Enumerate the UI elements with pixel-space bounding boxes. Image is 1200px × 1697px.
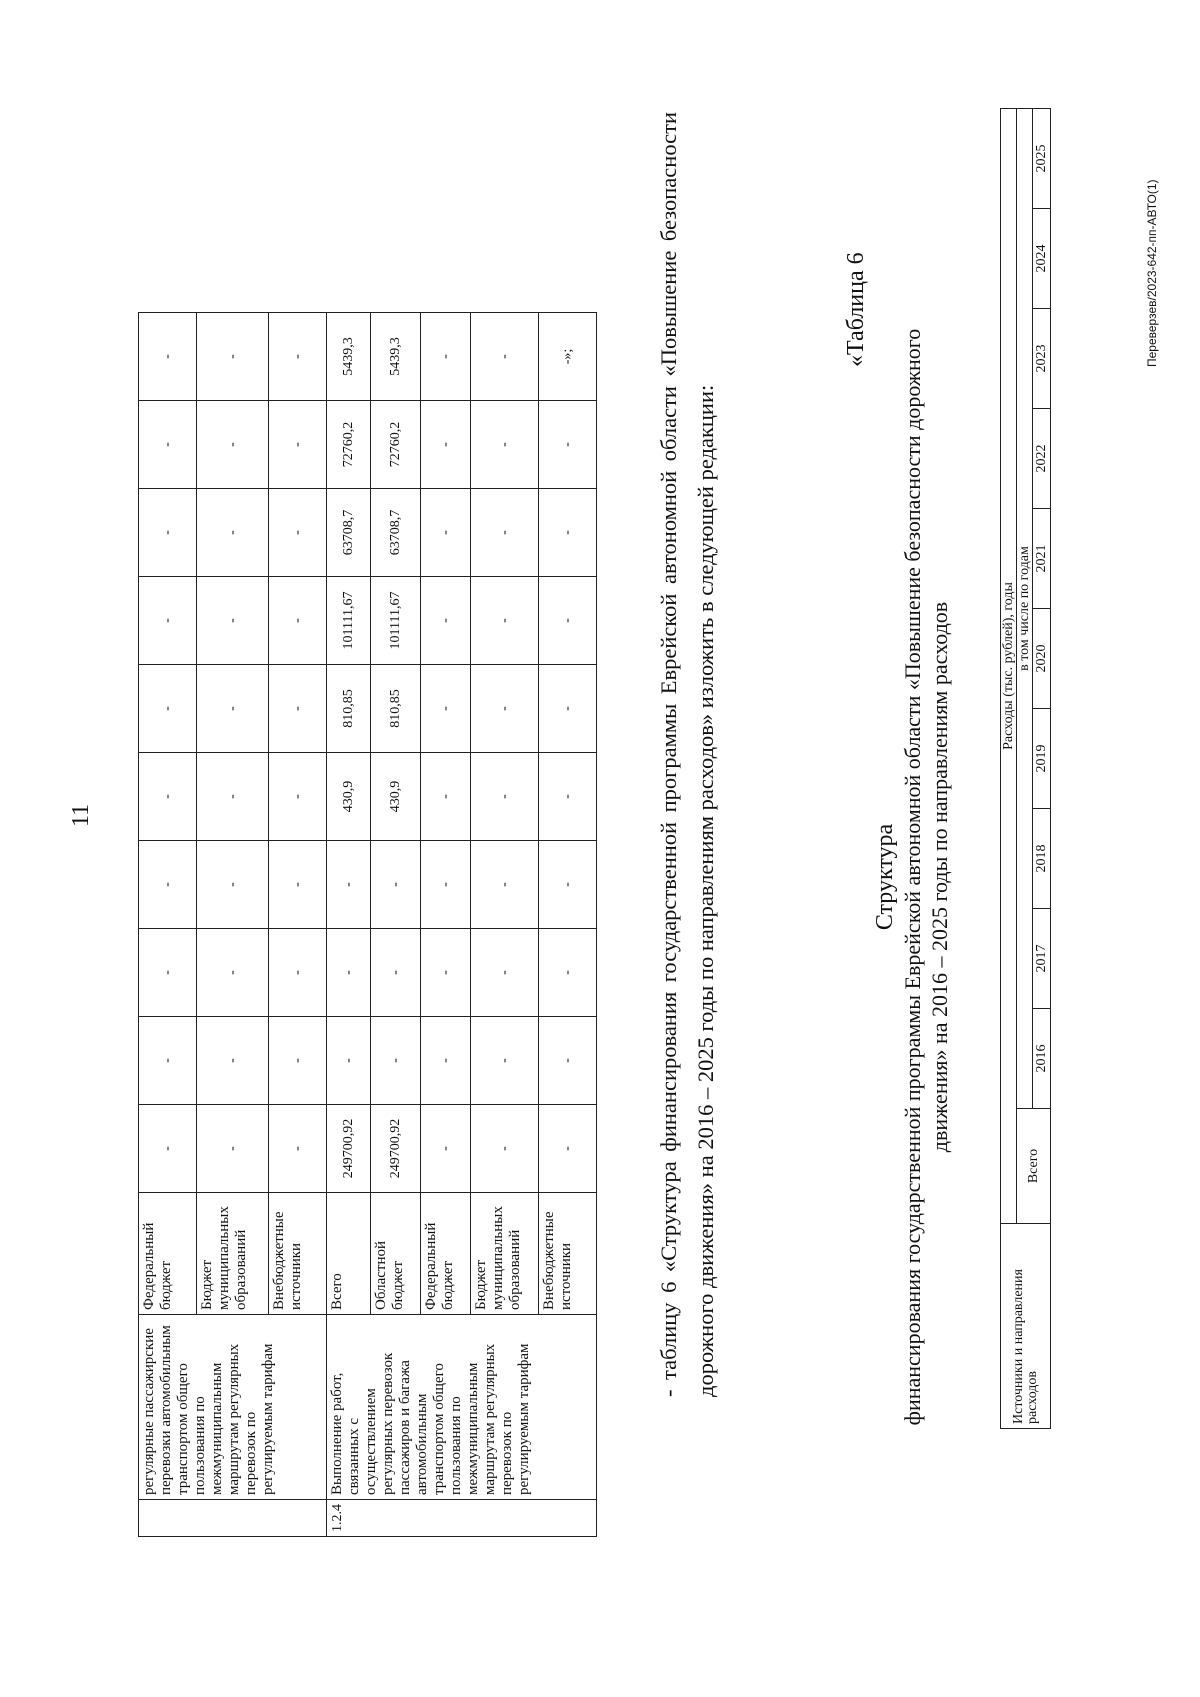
document-footer: Переверзев/2023-642-пп-АВТО(1): [1145, 179, 1159, 367]
amount-cell: -: [139, 929, 197, 1017]
amount-cell: -: [371, 929, 421, 1017]
amount-cell: 249700,92: [327, 1105, 371, 1193]
amount-cell: 430,9: [371, 753, 421, 841]
amount-cell: -: [471, 1017, 539, 1105]
item-name: Выполнение работ, связанных с осуществлением регулярных перевозок пассажиров и багажа автомобильным транспортом общего пользования по межмуниципальным маршрутам регулярных перевозок по регулируемым тарифам: [327, 1315, 597, 1500]
amount-cell: -: [421, 401, 471, 489]
amount-cell: 5439,3: [371, 313, 421, 401]
year-header: 2025: [1033, 109, 1051, 209]
amount-cell: 72760,2: [327, 401, 371, 489]
amount-cell: -: [197, 1105, 269, 1193]
funding-source: Внебюджетные источники: [269, 1193, 327, 1315]
amount-cell: 63708,7: [371, 489, 421, 577]
amount-cell: -: [197, 841, 269, 929]
amount-cell: -: [327, 841, 371, 929]
amount-cell: 101111,67: [371, 577, 421, 665]
amount-cell: -: [471, 401, 539, 489]
amount-cell: -: [327, 1017, 371, 1105]
amount-cell: -: [139, 1017, 197, 1105]
amount-cell: -: [197, 929, 269, 1017]
item-number: 1.2.4: [327, 1500, 597, 1537]
table-heading: [872, 327, 953, 1427]
amount-cell: -: [421, 313, 471, 401]
funding-source: Бюджет муниципальных образований: [197, 1193, 269, 1315]
funding-source: Внебюджетные источники: [539, 1193, 597, 1315]
amount-cell: -: [471, 929, 539, 1017]
amount-cell: 101111,67: [327, 577, 371, 665]
funding-source: Бюджет муниципальных образований: [471, 1193, 539, 1315]
amount-cell: -: [471, 313, 539, 401]
amount-cell: -: [269, 929, 327, 1017]
amount-cell: -: [471, 841, 539, 929]
amount-cell: -: [269, 1105, 327, 1193]
funding-source: Федеральный бюджет: [421, 1193, 471, 1315]
amount-cell: -: [539, 577, 597, 665]
funding-source: Областной бюджет: [371, 1193, 421, 1315]
amount-cell: -: [421, 489, 471, 577]
item-name: регулярные пассажирские перевозки автомобильным транспортом общего пользования по межмуниципальным маршрутам регулярных перевозок по регулируемым тарифам: [139, 1315, 327, 1500]
year-header: 2019: [1033, 709, 1051, 809]
amount-cell: -: [269, 577, 327, 665]
funding-source: Всего: [327, 1193, 371, 1315]
amount-cell: -: [197, 401, 269, 489]
amount-cell: -: [327, 929, 371, 1017]
amount-cell: -: [139, 489, 197, 577]
year-header: 2022: [1033, 409, 1051, 509]
header-expenses: Расходы (тыс. рублей), годы: [1001, 109, 1017, 1224]
amount-cell: -: [139, 753, 197, 841]
amount-cell: -: [139, 577, 197, 665]
upper-table: [138, 312, 597, 1537]
amount-cell: -: [421, 665, 471, 753]
year-header: 2021: [1033, 509, 1051, 609]
amount-cell: -: [139, 665, 197, 753]
amount-cell: -: [539, 489, 597, 577]
amount-cell: -: [539, 401, 597, 489]
item-number: [139, 1500, 327, 1537]
amount-cell: -: [269, 665, 327, 753]
amount-cell: -: [471, 1105, 539, 1193]
amount-cell: -: [471, 577, 539, 665]
year-header: 2020: [1033, 609, 1051, 709]
amount-cell: -: [421, 1105, 471, 1193]
header-sources: Источники и направления расходов: [1001, 1224, 1051, 1429]
header-row-1: [1001, 109, 1017, 1429]
page-number: 11: [68, 803, 94, 827]
amount-cell: -: [197, 665, 269, 753]
amount-cell: 810,85: [327, 665, 371, 753]
table-6-label: «Таблица 6: [843, 252, 869, 367]
amount-cell: -: [371, 841, 421, 929]
amount-cell: -: [539, 665, 597, 753]
amount-cell: 430,9: [327, 753, 371, 841]
amount-cell: -: [269, 1017, 327, 1105]
heading-line-2: финансирования государственной программы Еврейской автономной области «Повышение безопасности дорожного движения» на 2016 – 2025 годы по направлениям расходов: [900, 328, 952, 1426]
amount-cell: -: [139, 841, 197, 929]
amount-cell: -»;: [539, 313, 597, 401]
year-header: 2018: [1033, 809, 1051, 909]
amount-cell: 63708,7: [327, 489, 371, 577]
amount-cell: -: [421, 929, 471, 1017]
year-header: 2023: [1033, 309, 1051, 409]
year-header: 2017: [1033, 909, 1051, 1009]
amount-cell: 249700,92: [371, 1105, 421, 1193]
year-header: 2016: [1033, 1009, 1051, 1109]
amount-cell: 72760,2: [371, 401, 421, 489]
amendment-paragraph: - таблицу 6 «Структура финансирования государственной программы Еврейской автономной области «Повышение безопасности дорожного движения» на 2016 – 2025 годы по направлениям расходов» изложить в следующей редакции:: [656, 112, 718, 1397]
heading-line-1: Структура: [872, 823, 898, 931]
header-total: Всего: [1017, 1109, 1051, 1224]
amount-cell: -: [269, 401, 327, 489]
amount-cell: -: [197, 753, 269, 841]
amount-cell: -: [421, 577, 471, 665]
amount-cell: -: [471, 489, 539, 577]
amount-cell: 5439,3: [327, 313, 371, 401]
amount-cell: -: [421, 841, 471, 929]
amount-cell: -: [539, 1105, 597, 1193]
funding-source: Федеральный бюджет: [139, 1193, 197, 1315]
amount-cell: -: [197, 313, 269, 401]
amount-cell: 810,85: [371, 665, 421, 753]
amount-cell: -: [539, 841, 597, 929]
amount-cell: -: [539, 753, 597, 841]
amount-cell: -: [139, 401, 197, 489]
amount-cell: -: [539, 929, 597, 1017]
amount-cell: -: [139, 1105, 197, 1193]
amount-cell: -: [197, 1017, 269, 1105]
table-row: [327, 313, 371, 1537]
header-by-years: в том числе по годам: [1017, 109, 1033, 1109]
amount-cell: -: [269, 313, 327, 401]
amount-cell: -: [421, 753, 471, 841]
amount-cell: -: [197, 489, 269, 577]
amount-cell: -: [269, 841, 327, 929]
year-header: 2024: [1033, 209, 1051, 309]
amount-cell: -: [421, 1017, 471, 1105]
table-row: [139, 313, 197, 1537]
lower-table: [1000, 108, 1051, 1429]
amount-cell: -: [139, 313, 197, 401]
amount-cell: -: [197, 577, 269, 665]
amount-cell: -: [269, 753, 327, 841]
amount-cell: -: [269, 489, 327, 577]
amount-cell: -: [471, 753, 539, 841]
amount-cell: -: [471, 665, 539, 753]
amount-cell: -: [371, 1017, 421, 1105]
amount-cell: -: [539, 1017, 597, 1105]
